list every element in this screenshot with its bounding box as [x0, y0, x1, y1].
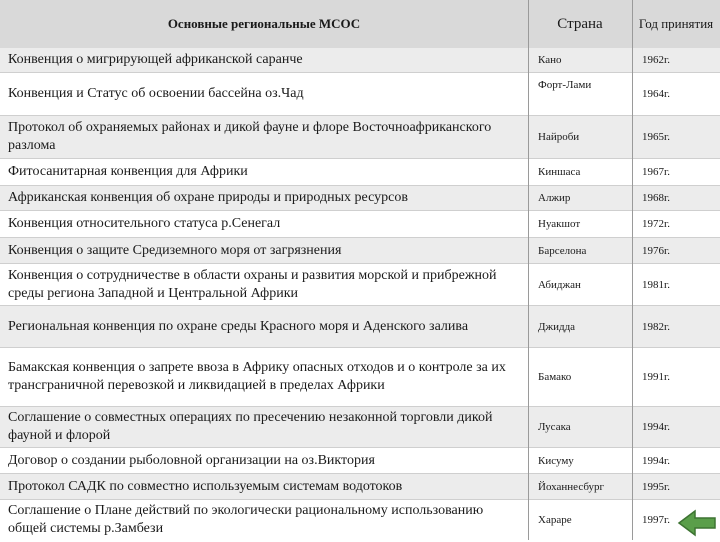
table-row: [0, 48, 720, 73]
treaty-year: 1982г.: [642, 320, 671, 333]
table-row: [0, 73, 720, 116]
table-row: [0, 407, 720, 448]
table-row: [0, 116, 720, 159]
treaty-place: Джидда: [538, 320, 576, 333]
treaty-place: Алжир: [538, 192, 571, 204]
table-row: [0, 448, 720, 474]
treaty-year: 1994г.: [642, 421, 671, 433]
treaty-name: Африканская конвенция об охране природы и природных ресурсов: [8, 190, 408, 205]
treaty-place: Йоханнесбург: [538, 480, 605, 493]
treaty-place: Лусака: [538, 421, 571, 433]
table-row: [0, 348, 720, 407]
treaty-name: Протокол САДК по совместно используемым системам водотоков: [8, 478, 403, 494]
table-row: [0, 238, 720, 264]
treaty-year: 1995г.: [642, 480, 671, 493]
treaty-year: 1962г.: [642, 54, 671, 66]
table-row: [0, 500, 720, 540]
treaty-place: Кисуму: [538, 454, 574, 467]
treaty-name: Конвенция о защите Средиземного моря от загрязнения: [8, 242, 342, 258]
treaty-year: 1994г.: [642, 454, 671, 467]
treaty-name: Соглашение о совместных операциях по пресечению незаконной торговли дикой фауной и флорой: [8, 410, 493, 443]
treaty-year: 1967г.: [642, 166, 671, 178]
treaty-year: 1981г.: [642, 278, 671, 291]
treaty-place: Киншаса: [538, 166, 581, 178]
back-button[interactable]: [677, 509, 717, 537]
column-divider: [528, 0, 529, 540]
treaty-year: 1972г.: [642, 218, 671, 230]
treaty-name: Конвенция о сотрудничестве в области охраны и развития морской и прибрежной среды региона Западной и Центральной Африки: [8, 267, 497, 301]
treaty-place: Нуакшот: [538, 218, 581, 230]
treaty-year: 1964г.: [642, 88, 671, 100]
treaty-name: Соглашение о Плане действий по экологически рациональному использованию общей системы р.Замбези: [8, 503, 484, 536]
treaty-name: Договор о создании рыболовной организации на оз.Виктория: [8, 452, 375, 468]
treaty-year: 1997г.: [642, 514, 671, 526]
treaty-name: Конвенция относительного статуса р.Сенегал: [8, 216, 281, 231]
header-treaties: Основные региональные МСОС: [167, 16, 361, 31]
treaty-place: Барселона: [538, 244, 587, 257]
treaty-year: 1976г.: [642, 244, 671, 257]
treaty-name: Протокол об охраняемых районах и дикой фауне и флоре Восточноафриканского разлома: [8, 120, 492, 153]
table-row: [0, 264, 720, 306]
treaty-year: 1991г.: [642, 371, 671, 383]
table-row: [0, 306, 720, 348]
treaty-place: Форт-Лами: [538, 79, 592, 91]
treaty-place: Найроби: [538, 131, 580, 143]
treaty-place: Бамако: [538, 371, 572, 383]
back-arrow-icon: [677, 509, 717, 537]
treaty-name: Конвенция и Статус об освоении бассейна оз.Чад: [8, 86, 304, 101]
treaty-place: Кано: [538, 54, 562, 66]
treaty-name: Конвенция о мигрирующей африканской саранче: [8, 52, 303, 67]
treaty-place: Абиджан: [538, 278, 581, 291]
treaty-name: Бамакская конвенция о запрете ввоза в Африку опасных отходов и о контроле за их трансграничной перевозкой и ликвидацией в пределах Африки: [8, 360, 506, 393]
header-year: Год принятия: [638, 16, 714, 31]
treaty-name: Региональная конвенция по охране среды Красного моря и Аденского залива: [8, 318, 469, 334]
table-header: [0, 0, 720, 49]
table-row: [0, 186, 720, 211]
column-divider: [632, 0, 633, 540]
treaty-place: Хараре: [538, 514, 572, 526]
header-country: Страна: [557, 15, 603, 32]
treaty-year: 1965г.: [642, 131, 671, 143]
table-row: [0, 211, 720, 238]
table-row: [0, 159, 720, 186]
treaty-year: 1968г.: [642, 192, 671, 204]
table-row: [0, 474, 720, 500]
treaty-name: Фитосанитарная конвенция для Африки: [8, 164, 248, 179]
